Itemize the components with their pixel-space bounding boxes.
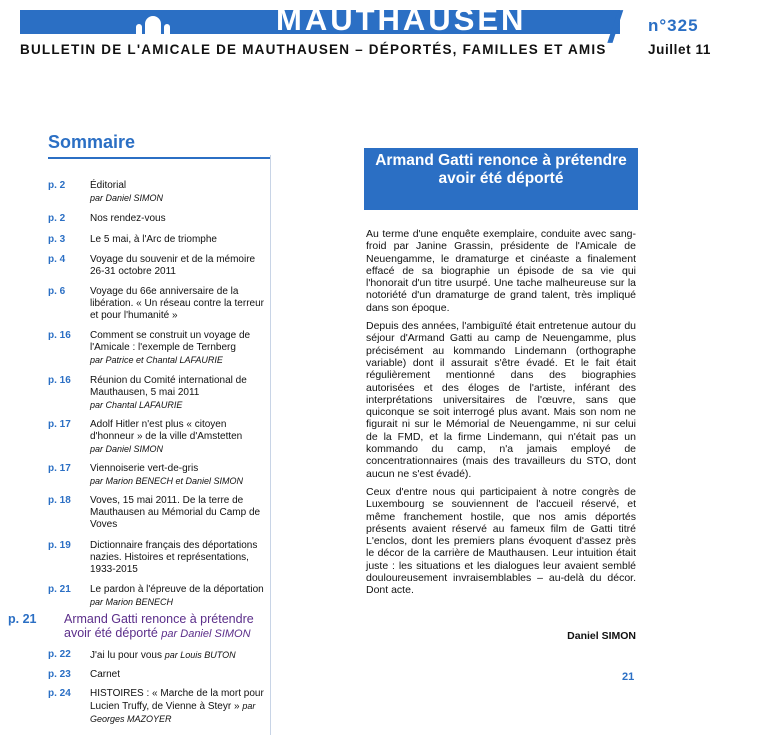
toc-page: p. 23 xyxy=(48,669,71,680)
article-paragraph: Au terme d'une enquête exemplaire, conduite avec sang-froid par Janine Grassin, présidente de l'Amicale de Neuengamme, le dramaturge et cinéaste a finalement effacé de sa biographie un épisode de sa vie qui l'honorait d'un titre usurpé. Une tache malheureuse sur la notoriété d'un dramaturge de grand talent, très impliqué dans son époque. xyxy=(366,228,636,314)
toc-item-title: Le 5 mai, à l'Arc de triomphe xyxy=(90,234,217,245)
issue-date: Juillet 11 xyxy=(648,42,712,57)
toc-item-author: par Daniel SIMON xyxy=(161,628,251,640)
toc-page: p. 24 xyxy=(48,688,71,699)
issue-number: n°325 xyxy=(648,16,699,35)
toc-item-title: Voves, 15 mai 2011. De la terre de Mauthausen au Mémorial du Camp de Voves xyxy=(90,495,261,530)
page-number: 21 xyxy=(622,671,635,683)
toc-page: p. 18 xyxy=(48,495,71,506)
toc-item-title: Comment se construit un voyage de l'Amicale : l'exemple de Ternberg xyxy=(90,330,251,353)
toc-item-title: Le pardon à l'épreuve de la déportation xyxy=(90,584,264,595)
toc-page: p. 4 xyxy=(48,254,66,265)
article-body xyxy=(366,228,636,603)
toc-item-title: Nos rendez-vous xyxy=(90,213,166,224)
toc-item-title: Éditorial xyxy=(90,180,127,191)
toc-item-author: par Marion BENECH xyxy=(90,597,174,607)
masthead xyxy=(0,0,767,62)
toc-page: p. 2 xyxy=(48,180,66,191)
toc-item-title: Viennoiserie vert-de-gris xyxy=(90,463,199,474)
toc-page: p. 16 xyxy=(48,375,71,386)
toc-item-title: J'ai lu pour vous xyxy=(90,650,162,661)
toc-page: p. 16 xyxy=(48,330,71,341)
toc-item-title: Armand Gatti renonce à prétendre avoir été déporté xyxy=(64,612,254,640)
toc-page: p. 3 xyxy=(48,234,66,245)
toc-divider xyxy=(270,155,271,735)
masthead-slash: / xyxy=(605,3,625,52)
toc-page: p. 17 xyxy=(48,463,71,474)
toc-page: p. 21 xyxy=(48,584,71,595)
toc-item-author: par Chantal LAFAURIE xyxy=(90,400,183,410)
toc-item-author: par Georges MAZOYER xyxy=(90,701,256,724)
article-paragraph: Ceux d'entre nous qui participaient à notre congrès de Luxembourg se souviennent de l'accueil réservé, et même franchement hostile, que nos amis déportés présents avaient réservé au fameux film de Gatti titré L'enclos, dont les premiers plans évoquent d'assez près le décor de la carrière de Mauthausen. Leur intuition était juste : les situations et les dialogues leur avaient semblé douloureusement invraisemblables – au-delà du décor. Dont acte. xyxy=(366,485,636,597)
logo-icon xyxy=(136,16,170,34)
toc-page: p. 22 xyxy=(48,649,71,660)
masthead-subtitle: BULLETIN DE L'AMICALE DE MAUTHAUSEN – DÉPORTÉS, FAMILLES ET AMIS xyxy=(20,42,607,57)
toc-item-author: par Louis BUTON xyxy=(164,650,236,660)
toc-page: p. 6 xyxy=(48,286,66,297)
toc-page: p. 17 xyxy=(48,419,71,430)
toc-item-title: HISTOIRES : « Marche de la mort pour Lucien Truffy, de Vienne à Steyr » xyxy=(90,688,264,712)
toc-rule xyxy=(48,157,270,159)
toc-item-author: par Marion BENECH et Daniel SIMON xyxy=(90,476,244,486)
toc-item-author: par Daniel SIMON xyxy=(90,444,164,454)
toc-item-title: Dictionnaire français des déportations nazies. Histoires et représentations, 1933-2015 xyxy=(90,540,258,575)
toc-item-title: Réunion du Comité international de Mauthausen, 5 mai 2011 xyxy=(90,375,247,398)
article-paragraph: Depuis des années, l'ambiguïté était entretenue autour du séjour d'Armand Gatti au camp de Neuengamme, plus précisément au kommando Lindemann (orthographe variable) dont il assurait s'être évadé. Et le fait était régulièrement mentionné dans des biographies autorisées et des éloges de l'artiste, inférant des interprétations universitaires de l'œuvre, sans que quiconque se soit interrogé plus avant. Mais son nom ne figurait ni sur le Mémorial de Neuengamme, ni sur celui de la FMD, et la firme Lindemann, qui n'était pas un kommando du camp, n'a jamais employé de concentrationnaires (mais des travailleurs du STO, dont aucun ne s'est évadé). xyxy=(366,320,636,480)
article-signature: Daniel SIMON xyxy=(567,630,636,642)
toc-title: Sommaire xyxy=(48,132,136,152)
toc-item-title: Adolf Hitler n'est plus « citoyen d'honneur » de la ville d'Amstetten xyxy=(90,419,243,442)
toc-page: p. 19 xyxy=(48,540,71,551)
toc-item-author: par Daniel SIMON xyxy=(90,193,164,203)
toc-item-author: par Patrice et Chantal LAFAURIE xyxy=(90,355,223,365)
article-title: Armand Gatti renonce à prétendre avoir été déporté xyxy=(364,148,638,210)
toc-item-title: Voyage du souvenir et de la mémoire 26-31 octobre 2011 xyxy=(90,254,256,277)
toc-page: p. 21 xyxy=(8,612,37,626)
toc-page: p. 2 xyxy=(48,213,66,224)
masthead-title: MAUTHAUSEN xyxy=(276,2,527,37)
toc-item-title: Carnet xyxy=(90,669,121,680)
toc-item-title: Voyage du 66e anniversaire de la libération. « Un réseau contre la terreur et pour l'humanité » xyxy=(90,286,264,321)
